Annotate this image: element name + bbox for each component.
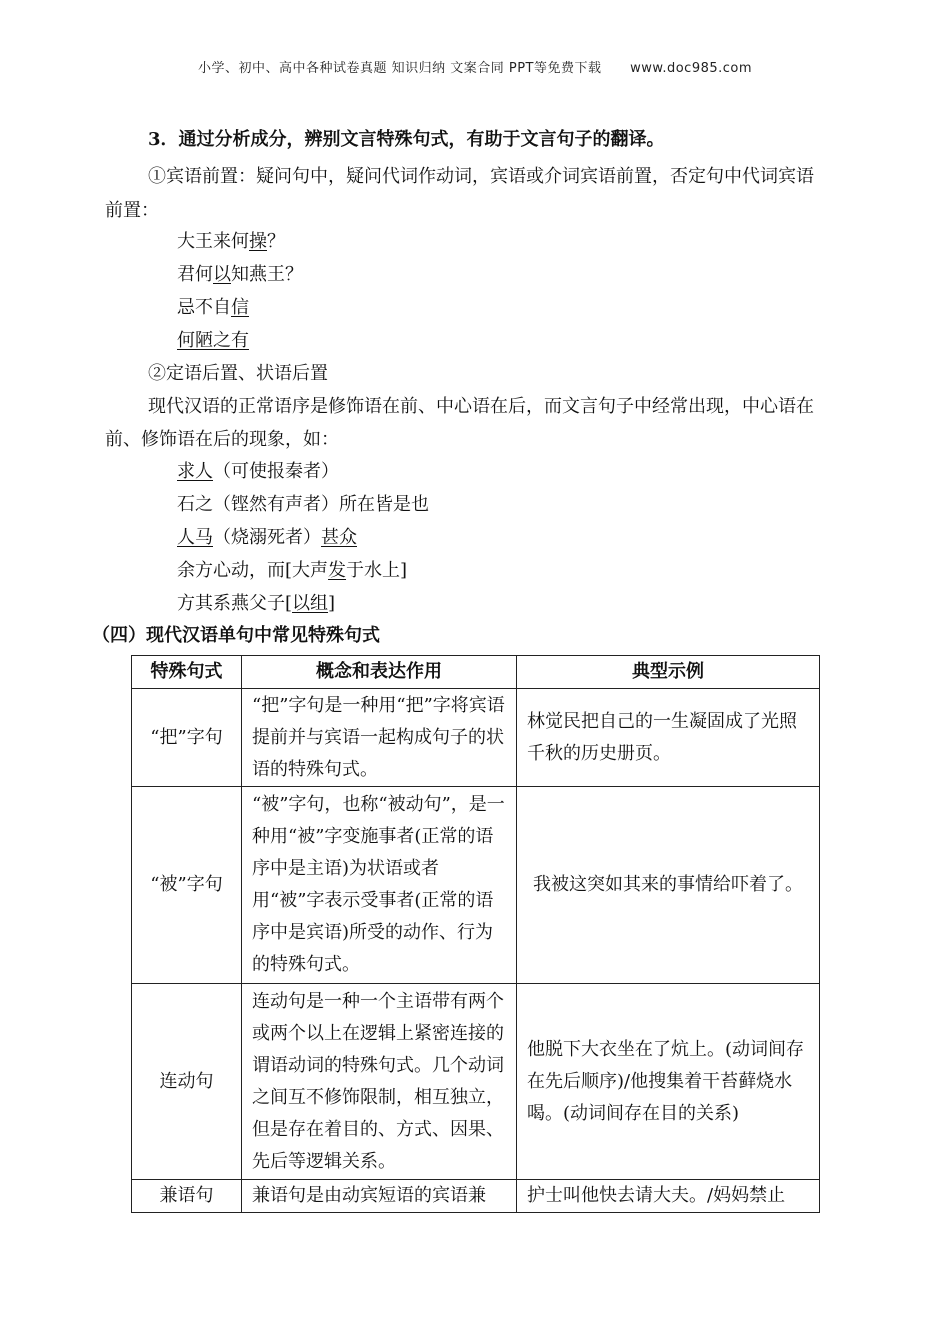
- example-9: 方其系燕父子[以组]: [177, 593, 336, 614]
- underlined-word: 有: [231, 330, 249, 351]
- col-header: 概念和表达作用: [242, 656, 517, 689]
- table-header-row: [132, 656, 820, 689]
- type-cell: 兼语句: [132, 1180, 242, 1213]
- section4-heading: （四）现代汉语单句中常见特殊句式: [92, 625, 380, 646]
- example-cell: 护士叫他快去请大夫。/妈妈禁止: [517, 1180, 820, 1213]
- example-5: 求人（可使报秦者）: [177, 461, 339, 482]
- special-sentence-table: [131, 655, 820, 1213]
- col-header: 典型示例: [517, 656, 820, 689]
- example-1: 大王来何操？: [177, 231, 285, 252]
- example-2: 君何以知燕王？: [177, 264, 303, 285]
- example-3: 忌不自信: [177, 297, 249, 318]
- example-cell: 林觉民把自己的一生凝固成了光照千秋的历史册页。: [517, 689, 820, 787]
- concept-cell: “被”字句，也称“被动句”，是一种用“被”字变施事者(正常的语序中是主语)为状语或者用“被”字表示受事者(正常的语序中是宾语)所受的动作、行为的特殊句式。: [242, 787, 517, 984]
- table-row: [132, 984, 820, 1180]
- header-site-link[interactable]: www.doc985.com: [630, 61, 753, 76]
- para-line2: 前、修饰语在后的现象，如：: [105, 429, 339, 450]
- example-cell: 他脱下大衣坐在了炕上。(动词间存在先后顺序)/他搜集着干苔藓烧水喝。(动词间存在目的关系): [517, 984, 820, 1180]
- example-4: 何陋之有: [177, 330, 249, 351]
- concept-cell: 兼语句是由动宾短语的宾语兼: [242, 1180, 517, 1213]
- item1-line1: ①宾语前置：疑问句中，疑问代词作动词，宾语或介词宾语前置，否定句中代词宾语: [148, 166, 814, 187]
- table-row: [132, 787, 820, 984]
- section3-heading: 3．通过分析成分，辨别文言特殊句式，有助于文言句子的翻译。: [148, 129, 665, 150]
- underlined-word: 信: [231, 297, 249, 318]
- type-cell: “把”字句: [132, 689, 242, 787]
- para-line1: 现代汉语的正常语序是修饰语在前、中心语在后，而文言句子中经常出现，中心语在: [148, 396, 814, 417]
- header-text: 小学、初中、高中各种试卷真题 知识归纳 文案合同 PPT等免费下载: [197, 61, 602, 76]
- type-cell: “被”字句: [132, 787, 242, 984]
- type-cell: 连动句: [132, 984, 242, 1180]
- underlined-word: 操: [249, 231, 267, 252]
- item2-heading: ②定语后置、状语后置: [148, 363, 328, 384]
- example-8: 余方心动，而[大声发于水上]: [177, 560, 408, 581]
- concept-cell: “把”字句是一种用“把”字将宾语提前并与宾语一起构成句子的状语的特殊句式。: [242, 689, 517, 787]
- concept-cell: 连动句是一种一个主语带有两个或两个以上在逻辑上紧密连接的谓语动词的特殊句式。几个动词之间互不修饰限制，相互独立，但是存在着目的、方式、因果、先后等逻辑关系。: [242, 984, 517, 1180]
- table-row: [132, 1180, 820, 1213]
- table-row: [132, 689, 820, 787]
- underlined-word: 以: [213, 264, 231, 285]
- page-header: [0, 57, 950, 76]
- col-header: 特殊句式: [132, 656, 242, 689]
- item1-line2: 前置：: [105, 200, 159, 221]
- example-6: 石之（铿然有声者）所在皆是也: [177, 494, 429, 515]
- example-cell: 我被这突如其来的事情给吓着了。: [517, 787, 820, 984]
- example-7: 人马（烧溺死者）甚众: [177, 527, 357, 548]
